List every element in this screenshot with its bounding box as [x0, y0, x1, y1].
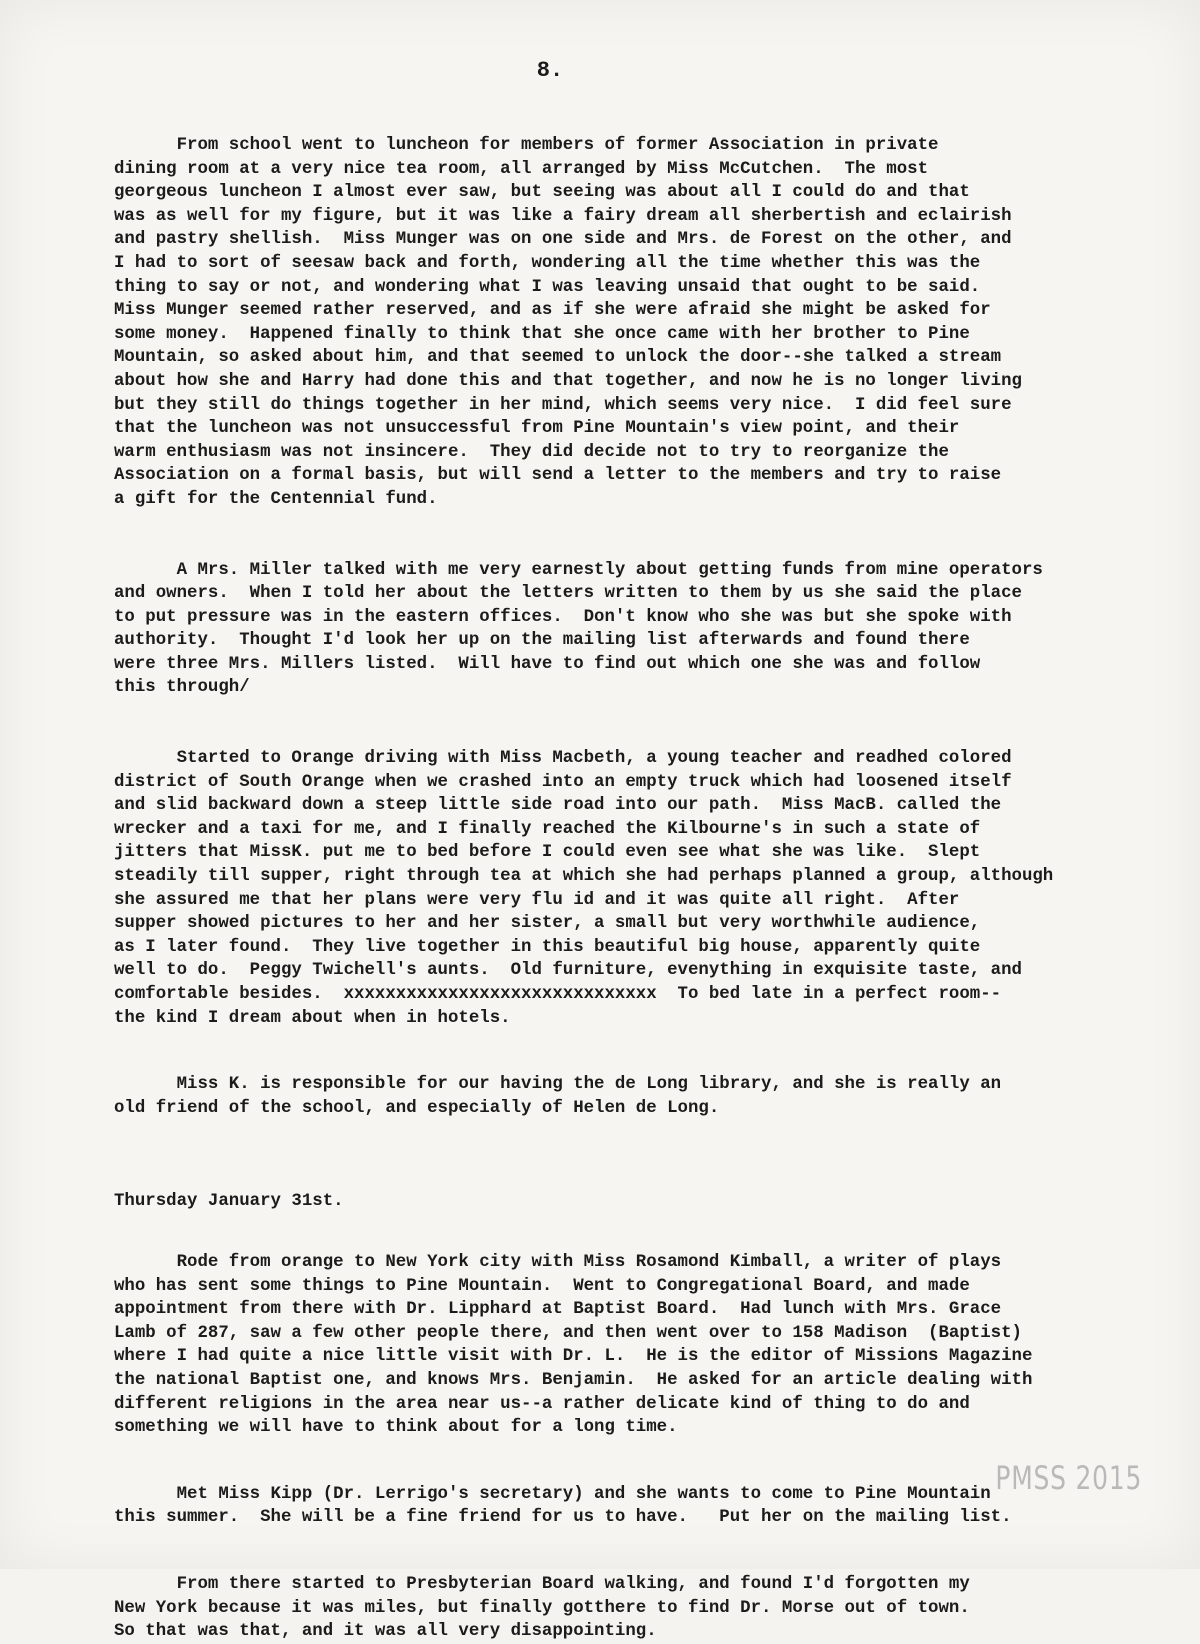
paragraph-orange-drive: Started to Orange driving with Miss Macbeth, a young teacher and readhed colored district of South Orange when we crashed into an empty truck which had loosened itself and slid backward down a steep little side road into our path. Miss MacB. called the wrecker and a taxi for me, and I finally reached the Kilbourne's in such a state of jitters that MissK. put me to bed before I could even see what she was like. Slept steadily till supper, right through tea at which she had perhaps planned a group, although she assured me that her plans were very flu id and it was quite all right. After supper showed pictures to her and her sister, a small but very worthwhile audience, as I later found. They live together in this beautiful big house, apparently quite well to do. Peggy Twichell's aunts. Old furniture, evenything in exquisite taste, and comfortable besides. xxxxxxxxxxxxxxxxxxxxxxxxxxxxxx To bed late in a perfect room-- the kind I dream about when in hotels. — [114, 749, 1054, 1028]
paragraph-miss-k: Miss K. is responsible for our having the de Long library, and she is really an old friend of the school, and especially of Helen de Long. — [114, 1075, 1002, 1118]
paragraph-presbyterian: From there started to Presbyterian Board walking, and found I'd forgotten my New York because it was miles, but finally gotthere to find Dr. Morse out of town. So that was that, and it was all very disappointing. — [114, 1574, 970, 1642]
paragraph-luncheon: From school went to luncheon for members of former Association in private dining room at a very nice tea room, all arranged by Miss McCutchen. The most georgeous luncheon I almost ever saw, but seeing was about all I could do and that was as well for my figure, but it was like a fairy dream all sherbertish and eclairish and pastry shellish. Miss Munger was on one side and Mrs. de Forest on the other, and I had to sort of seesaw back and forth, wondering all the time whether this was the thing to say or not, and wondering what I was leaving unsaid that ought to be said. Miss Munger seemed rather reserved, and as if she were afraid she might be asked for some money. Happened finally to think that she once came with her brother to Pine Mountain, so asked about him, and that seemed to unlock the door--she talked a stream about how she and Harry had done this and that together, and now he is no longer living but they still do things together in her mind, which seems very nice. I did feel sure that the luncheon was not unsuccessful from Pine Mountain's view point, and their warm enthusiasm was not insincere. They did decide not to try to reorganize the Association on a formal basis, but will send a letter to the members and try to raise a gift for the Centennial fund. — [114, 136, 1022, 509]
paragraph-miss-kipp: Met Miss Kipp (Dr. Lerrigo's secretary) and she wants to come to Pine Mountain this summer. She will be a fine friend for us to have. Put her on the mailing list. — [114, 1484, 1012, 1528]
letter-body — [114, 134, 1186, 1644]
page-number: 8. — [536, 58, 564, 83]
paragraph-mrs-miller: A Mrs. Miller talked with me very earnestly about getting funds from mine operators and owners. When I told her about the letters written to them by us she said the place to put pressure was in the eastern offices. Don't know who she was but she spoke with authority. Thought I'd look her up on the mailing list afterwards and found there were three Mrs. Millers listed. Will have to find out which one she was and follow this through/ — [114, 560, 1043, 698]
date-heading: Thursday January 31st. — [114, 1192, 344, 1212]
archive-watermark: PMSS 2015 — [995, 1459, 1142, 1497]
paragraph-new-york: Rode from orange to New York city with Miss Rosamond Kimball, a writer of plays who has sent some things to Pine Mountain. Went to Congregational Board, and made appointment from there with Dr. Lipphard at Baptist Board. Had lunch with Mrs. Grace Lamb of 287, saw a few other people there, and then went over to 158 Madison (Baptist) where I had quite a nice little visit with Dr. L. He is the editor of Missions Magazine the national Baptist one, and knows Mrs. Benjamin. He asked for an article dealing with different religions in the area near us--a rather delicate kind of thing to do and something we will have to think about for a long time. — [114, 1252, 1033, 1438]
